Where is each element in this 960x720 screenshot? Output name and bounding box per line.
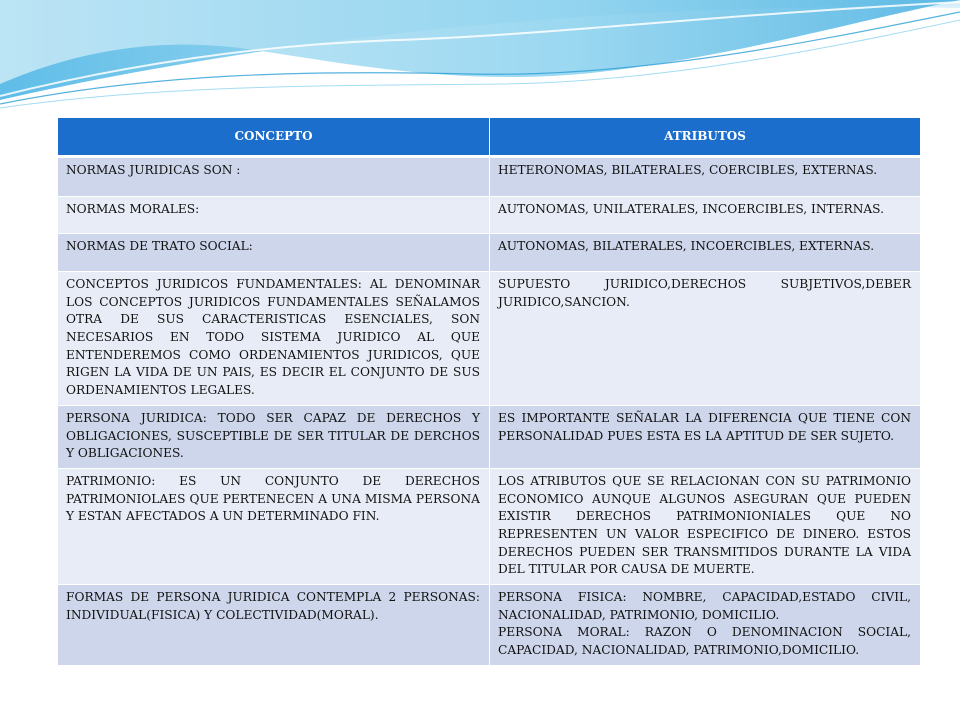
table-row [58, 405, 921, 468]
table-row [58, 157, 921, 197]
cell-atributos: AUTONOMAS, BILATERALES, INCOERCIBLES, EXTERNAS. [490, 234, 921, 272]
header-concepto: CONCEPTO [58, 118, 490, 157]
table-row [58, 234, 921, 272]
table-row [58, 585, 921, 666]
concepts-table [57, 117, 921, 666]
table-row [58, 197, 921, 234]
cell-atributos: LOS ATRIBUTOS QUE SE RELACIONAN CON SU PATRIMONIO ECONOMICO AUNQUE ALGUNOS ASEGURAN QUE PUEDEN EXISTIR DERECHOS PATRIMONIONIALES QUE NO REPRESENTEN UN VALOR ESPECIFICO DE DINERO. ESTOS DERECHOS PUEDEN SER TRANSMITIDOS DURANTE LA VIDA DEL TITULAR POR CAUSA DE MUERTE. [490, 468, 921, 584]
table-header-row [58, 118, 921, 157]
cell-atributos: ES IMPORTANTE SEÑALAR LA DIFERENCIA QUE TIENE CON PERSONALIDAD PUES ESTA ES LA APTITUD DE SER SUJETO. [490, 405, 921, 468]
cell-atributos: HETERONOMAS, BILATERALES, COERCIBLES, EXTERNAS. [490, 157, 921, 197]
cell-concepto: NORMAS JURIDICAS SON : [58, 157, 490, 197]
table-row [58, 272, 921, 406]
cell-concepto: NORMAS DE TRATO SOCIAL: [58, 234, 490, 272]
table-row [58, 468, 921, 584]
header-atributos: ATRIBUTOS [490, 118, 921, 157]
cell-concepto: NORMAS MORALES: [58, 197, 490, 234]
decorative-wave-banner [0, 0, 960, 120]
cell-concepto: PATRIMONIO: ES UN CONJUNTO DE DERECHOS PATRIMONIOLAES QUE PERTENECEN A UNA MISMA PERSONA Y ESTAN AFECTADOS A UN DETERMINADO FIN. [58, 468, 490, 584]
cell-atributos [490, 585, 921, 666]
persona-fisica-text: PERSONA FISICA: NOMBRE, CAPACIDAD,ESTADO CIVIL, NACIONALIDAD, PATRIMONIO, DOMICILIO. [498, 590, 911, 622]
cell-concepto: FORMAS DE PERSONA JURIDICA CONTEMPLA 2 PERSONAS: INDIVIDUAL(FISICA) Y COLECTIVIDAD(MORAL). [58, 585, 490, 666]
wave-front-shape [0, 0, 960, 84]
cell-concepto: PERSONA JURIDICA: TODO SER CAPAZ DE DERECHOS Y OBLIGACIONES, SUSCEPTIBLE DE SER TITULAR DE DERCHOS Y OBLIGACIONES. [58, 405, 490, 468]
cell-concepto: CONCEPTOS JURIDICOS FUNDAMENTALES: AL DENOMINAR LOS CONCEPTOS JURIDICOS FUNDAMENTALES SEÑALAMOS OTRA DE SUS CARACTERISTICAS ESENCIALES, SON NECESARIOS EN TODO SISTEMA JURIDICO AL QUE ENTENDEREMOS COMO ORDENAMIENTOS JURIDICOS, QUE RIGEN LA VIDA DE UN PAIS, ES DECIR EL CONJUNTO DE SUS ORDENAMIENTOS LEGALES. [58, 272, 490, 406]
cell-atributos: AUTONOMAS, UNILATERALES, INCOERCIBLES, INTERNAS. [490, 197, 921, 234]
persona-moral-text: PERSONA MORAL: RAZON O DENOMINACION SOCIAL, CAPACIDAD, NACIONALIDAD, PATRIMONIO,DOMICILIO. [498, 625, 911, 658]
cell-atributos: SUPUESTO JURIDICO,DERECHOS SUBJETIVOS,DEBER JURIDICO,SANCION. [490, 272, 921, 406]
